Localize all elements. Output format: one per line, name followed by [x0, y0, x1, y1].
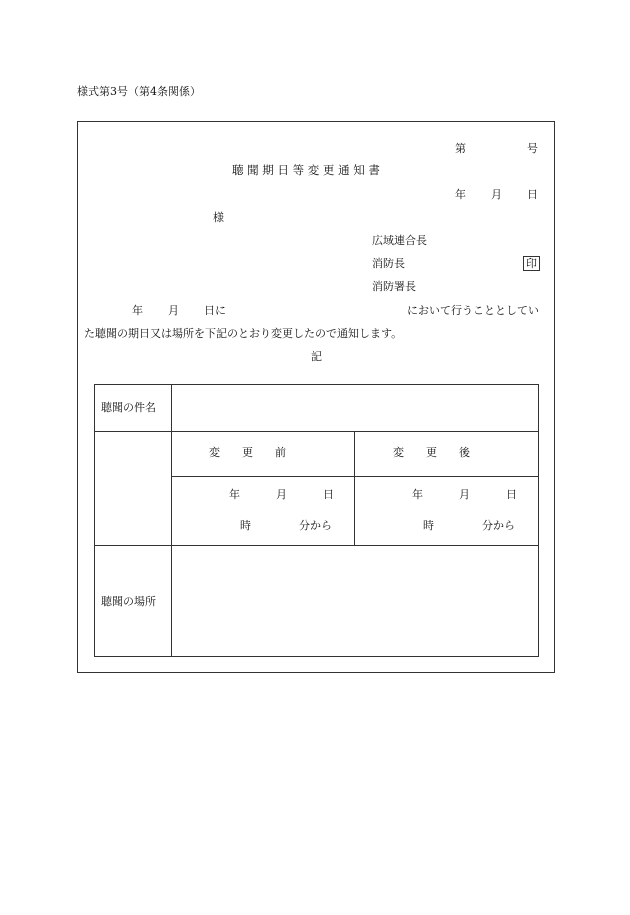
- after-year: 年: [412, 488, 423, 501]
- seal-mark: 印: [523, 256, 540, 271]
- after-day: 日: [506, 488, 517, 501]
- body-line2: た聴聞の期日又は場所を下記のとおり変更したので通知します。: [84, 327, 403, 340]
- before-month: 月: [276, 488, 287, 501]
- before-minute: 分から: [299, 519, 332, 532]
- document-title: 聴 聞 期 日 等 変 更 通 知 書: [232, 163, 380, 177]
- addressee-sama: 様: [213, 211, 224, 224]
- table-rule: [95, 431, 538, 432]
- after-month: 月: [459, 488, 470, 501]
- after-hour: 時: [423, 519, 434, 532]
- body-line1-end: において行うこととしてい: [407, 304, 539, 317]
- after-minute: 分から: [482, 519, 515, 532]
- date-month: 月: [491, 188, 502, 201]
- table-rule: [95, 545, 538, 546]
- case-name-label: 聴聞の件名: [101, 401, 156, 414]
- doc-number-go: 号: [527, 142, 538, 155]
- doc-number-dai: 第: [455, 142, 466, 155]
- before-year: 年: [229, 488, 240, 501]
- before-day: 日: [323, 488, 334, 501]
- date-year: 年: [455, 188, 466, 201]
- table-rule: [171, 385, 172, 656]
- body-month: 月: [168, 304, 179, 317]
- body-day-ni: 日に: [204, 304, 226, 317]
- ki-heading: 記: [311, 350, 322, 363]
- sender-fire-chief: 消防長: [372, 257, 405, 270]
- sender-regional-union-head: 広域連合長: [372, 234, 427, 247]
- before-hour: 時: [240, 519, 251, 532]
- date-day: 日: [527, 188, 538, 201]
- body-year: 年: [132, 304, 143, 317]
- sender-station-chief: 消防署長: [372, 280, 416, 293]
- table-rule: [354, 431, 355, 545]
- form-number-label: 様式第3号（第4条関係）: [77, 85, 201, 98]
- place-label: 聴聞の場所: [101, 595, 156, 608]
- before-header: 変 更 前: [209, 446, 286, 459]
- after-header: 変 更 後: [393, 446, 470, 459]
